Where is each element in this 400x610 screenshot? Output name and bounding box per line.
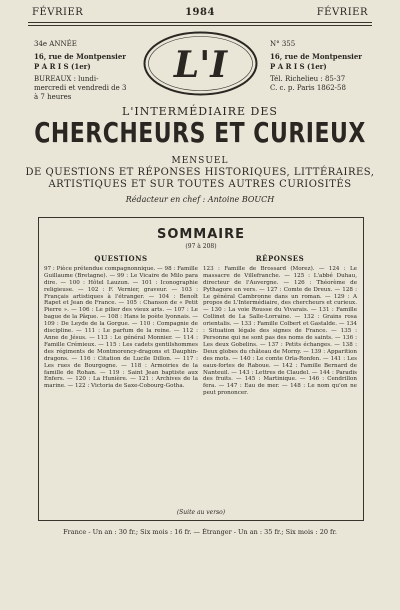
- header-month-right: FÉVRIER: [316, 7, 368, 18]
- reponses-column: [203, 256, 357, 397]
- header-month-left: FÉVRIER: [32, 7, 84, 18]
- right-city: P A R I S (1er): [270, 62, 327, 71]
- journal-logo: [142, 30, 259, 97]
- sommaire-range: (97 à 208): [185, 243, 217, 250]
- questions-text: 97 : Pièce prétendue compagnonnique. — 98 : Famille Guillaume (Bretagne). — 99 : Le Vicaire de Milo para dire. — 100 : Hôtel Lauzun. — 101 : Iconographie religieuse. — 102 : F. Vernier, graveur. — 103 : Français artistiques à l'étranger. — 104 : Benoît Rapet et Jean de France. — 105 : Chanson de « Petit Pierre ». — 106 : Le pilier des vieux arts. — 107 : Le bague de la Pâque. — 108 : Hans le poète lyonnais. — 109 : De Leyde de la Gorgue. — 110 : Compagnie de discipline. — 111 : Le parfum de la reine. — 112 : Anne de Jésus. — 113 : Le général Monnier. — 114 : Famille Crémieux. — 115 : Les cadets gentilshommes des régiments de Montmorency-dragons et Dauphin-dragons. — 116 : Citation de Lucile Dillon. — 117 : Les rues de Bourgogne. — 118 : Armoiries de la famille de Rohan. — 119 : Saint Jean baptiste aux Enfers. — 120 : La Hunière. — 121 : Archives de la marine. — 122 : Victoria de Saxe-Cobourg-Gotha.: [44, 265, 198, 390]
- questions-heading: QUESTIONS: [94, 254, 148, 263]
- brand-subtitle: L'INTERMÉDIAIRE DES: [122, 105, 278, 118]
- left-city: P A R I S (1er): [34, 62, 91, 71]
- header-rule: [28, 22, 372, 23]
- header-rule-thin: [28, 25, 372, 26]
- mensuel-label: MENSUEL: [171, 156, 229, 166]
- subscription-footer: France - Un an : 30 fr.; Six mois : 16 fr. — Étranger - Un an : 35 fr.; Six mois : 20 fr.: [63, 528, 337, 536]
- brand-title: CHERCHEURS ET CURIEUX: [34, 118, 366, 150]
- tagline-line-2: ARTISTIQUES ET SUR TOUTES AUTRES CURIOSITÉS: [48, 179, 352, 190]
- sommaire-box: [38, 217, 364, 521]
- annee-text: 34e ANNÉE: [34, 40, 77, 48]
- logo-monogram: L'I: [173, 44, 228, 86]
- suite-note: (Suite au verso): [176, 509, 226, 516]
- left-info-block: [34, 40, 129, 102]
- tagline-block: [0, 155, 400, 191]
- left-address: 16, rue de Montpensier: [34, 52, 126, 61]
- sommaire-title: SOMMAIRE: [156, 227, 246, 242]
- issue-number: N° 355: [270, 40, 296, 48]
- telephone-text: Tél. Richelieu : 85-37: [270, 75, 346, 83]
- reponses-text: 123 : Famille de Brossard (Morez). — 124 : Le massacre de Villefranche. — 125 : L'abbé Duhau, directeur de l'Auvergne. — 126 : Théorème de Pythagore en vers. — 127 : Comte de Dreux. — 128 : Le général Cambronne dans un roman. — 129 : A propos de L'Intermédiaire, des chercheurs et curieux. — 130 : La voie Rousse du Vivarais. — 131 : Famille Collinet de La Salle-Lorraine. — 132 : Grains rosa orientalis. — 133 : Famille Colbert et Gastalde. — 134 : Situation légale des signes de France. — 135 : Personne qui ne sont pas des noms de saints. — 136 : Les deux Gobelins. — 137 : Petits échanges. — 138 : Deux globes du château de Morny. — 139 : Apparition des mots. — 140 : Le comte Orla-Ronfen. — 141 : Les eaux-fortes de Raboue. — 142 : Famille Bernard de Nanteuil. — 143 : Lettres de Claudel. — 144 : Paradis des fruits. — 145 : Martinique. — 146 : Cendrillon fera. — 147 : Eau de mer. — 148 : Le nom qu'on ne peut prononcer.: [203, 265, 357, 397]
- tagline-line-1: DE QUESTIONS ET RÉPONSES HISTORIQUES, LITTÉRAIRES,: [25, 167, 375, 178]
- reponses-heading: RÉPONSES: [255, 254, 305, 263]
- bureaux-text: BUREAUX : lundi-mercredi et vendredi de 3 à 7 heures: [34, 75, 127, 101]
- questions-column: [44, 256, 198, 390]
- header-bar: [28, 7, 372, 19]
- redacteur-line: Rédacteur en chef : Antoine BOUCH: [125, 195, 275, 204]
- header-year: 1984: [185, 7, 215, 18]
- right-info-block: [270, 40, 370, 93]
- right-address: 16, rue de Montpensier: [270, 52, 362, 61]
- ccp-text: C. c. p. Paris 1862-58: [270, 84, 346, 92]
